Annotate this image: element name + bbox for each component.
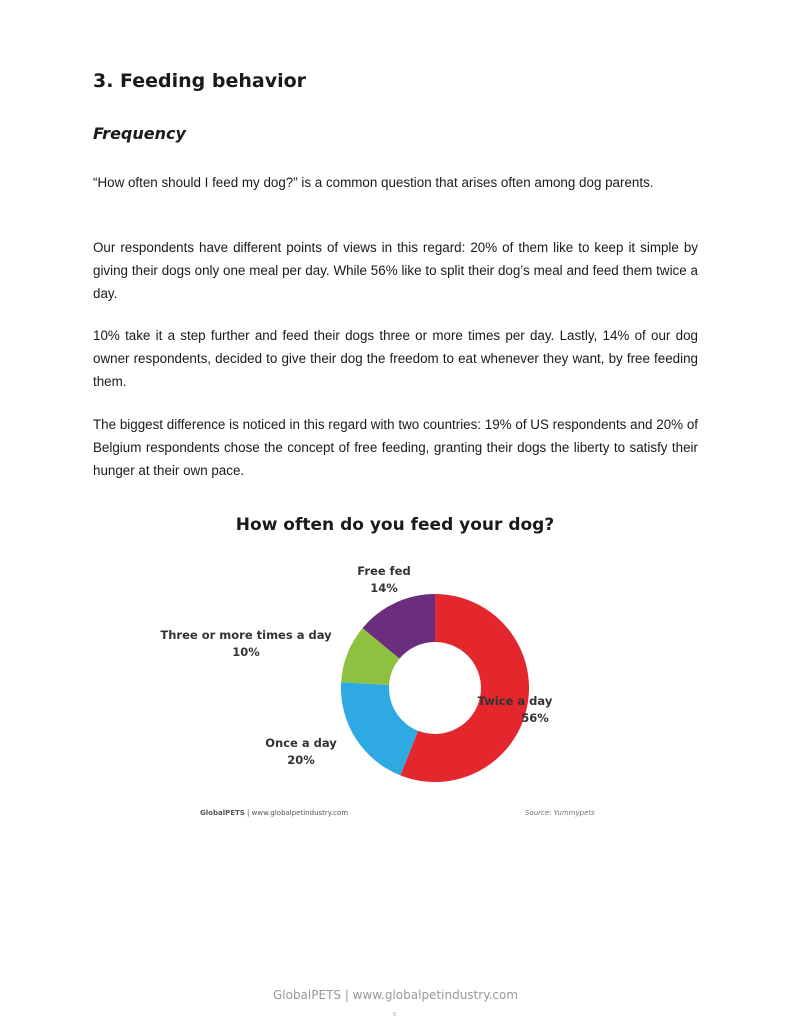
- label-once-a-day: [226, 735, 376, 769]
- label-three-or-more: [146, 627, 346, 661]
- label-name: Free fed: [357, 564, 411, 578]
- paragraph-3: 10% take it a step further and feed their dogs three or more times per day. Lastly, 14% of our dog owner respondents, decided to give their dog the freedom to eat whenever they want, by free feeding them.: [93, 328, 698, 389]
- credit-site: | www.globalpetindustry.com: [244, 809, 349, 817]
- page-footer: GlobalPETS | www.globalpetindustry.com: [272, 988, 519, 1002]
- label-value: 10%: [232, 645, 260, 659]
- paragraph-4: The biggest difference is noticed in this regard with two countries: 19% of US respondents and 20% of Belgium respondents chose the concept of free feeding, granting their dogs the liberty to satisfy their hunger at their own pace.: [93, 417, 698, 478]
- chart-source: Source: Yummypets: [525, 809, 595, 817]
- donut-chart: [160, 505, 630, 825]
- section-heading: 3. Feeding behavior: [93, 70, 307, 92]
- label-name: Three or more times a day: [160, 628, 332, 642]
- label-value: 14%: [370, 581, 398, 595]
- label-name: Twice a day: [477, 694, 553, 708]
- credit-brand: GlobalPETS: [200, 809, 245, 817]
- donut-svg: [160, 505, 630, 825]
- paragraph-1: “How often should I feed my dog?” is a common question that arises often among dog parents.: [93, 175, 654, 190]
- chart-credit: [200, 809, 348, 817]
- label-value: 20%: [287, 753, 315, 767]
- label-free-fed: [324, 563, 444, 597]
- label-value: 56%: [521, 711, 549, 725]
- page-number: 8: [393, 1012, 397, 1018]
- paragraph-2: Our respondents have different points of views in this regard: 20% of them like to keep it simple by giving their dogs only one meal per day. While 56% like to split their dog’s meal and feed them twice a day.: [93, 240, 698, 301]
- label-twice-a-day: [440, 693, 590, 727]
- label-name: Once a day: [265, 736, 337, 750]
- chart-title: How often do you feed your dog?: [235, 515, 555, 535]
- subsection-heading: Frequency: [93, 124, 186, 143]
